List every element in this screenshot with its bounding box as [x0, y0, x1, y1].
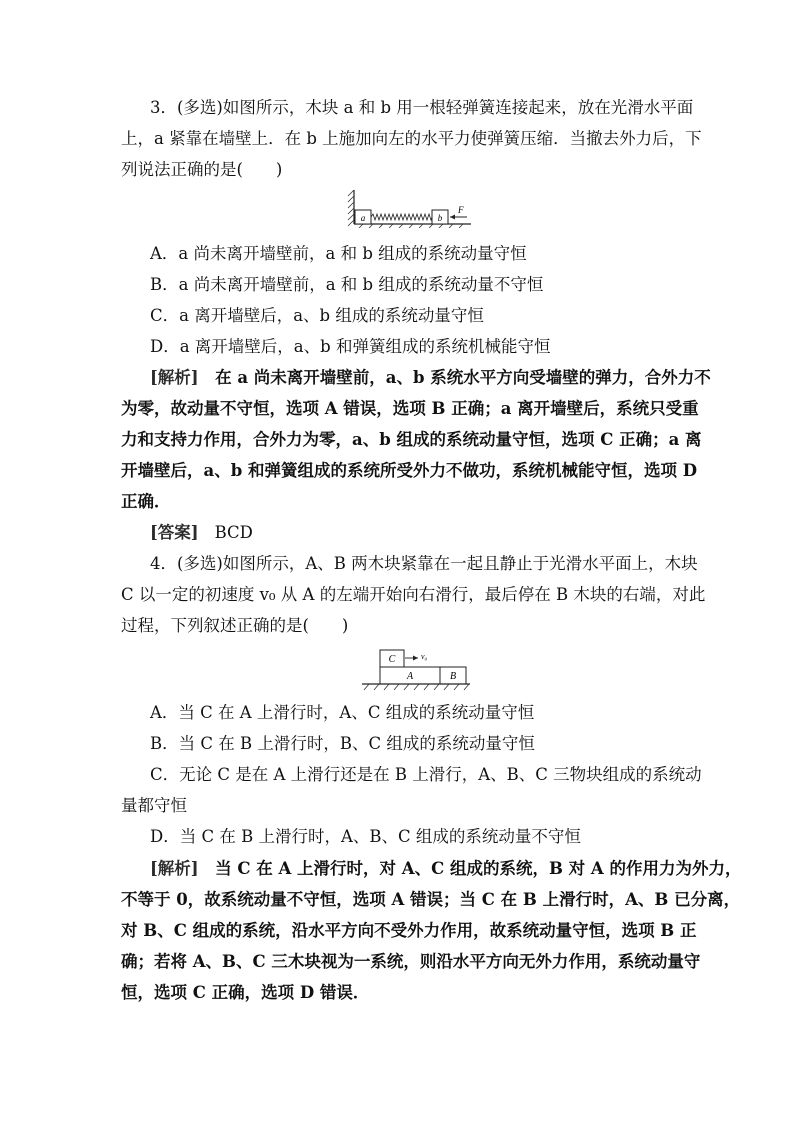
q3-stem-line-1: 3．(多选)如图所示，木块 a 和 b 用一根轻弹簧连接起来，放在光滑水平面: [150, 98, 694, 117]
q3-analysis-label: [解析]: [150, 368, 199, 387]
q4-option-c-line-2: 量都守恒: [121, 796, 187, 815]
q4-analysis-text-1: 当 C 在 A 上滑行时，对 A、C 组成的系统，B 对 A 的作用力为外力，: [215, 859, 742, 878]
block-a-large-label: A: [406, 671, 414, 682]
q3-answer-label: [答案]: [150, 523, 199, 542]
q4-stem-line-3: 过程，下列叙述正确的是( ): [121, 616, 349, 635]
q4-option-a: A．当 C 在 A 上滑行时，A、C 组成的系统动量守恒: [150, 703, 535, 722]
q4-stem-line-2: C 以一定的初速度 v₀ 从 A 的左端开始向右滑行，最后停在 B 木块的右端，对此: [121, 585, 706, 604]
q4-analysis-line-2: 不等于 0，故系统动量不守恒，选项 A 错误；当 C 在 B 上滑行时，A、B 已分离，: [121, 890, 741, 909]
q4-option-b: B．当 C 在 B 上滑行时，B、C 组成的系统动量守恒: [150, 734, 535, 753]
q3-spring-figure: [345, 188, 475, 228]
velocity-label: v₀: [421, 652, 428, 661]
q4-analysis-line-5: 恒，选项 C 正确，选项 D 错误．: [121, 983, 370, 1002]
spring: [371, 214, 438, 220]
q3-answer-value: BCD: [214, 523, 253, 542]
floor-hatching: [359, 224, 463, 228]
block-c-label: C: [388, 654, 396, 665]
q3-analysis-line-2: 为零，故动量不守恒，选项 A 错误，选项 B 正确；a 离开墙壁后，系统只受重: [121, 399, 699, 418]
q4-floor-hatching: [364, 684, 469, 690]
q3-option-c: C．a 离开墙壁后，a、b 组成的系统动量守恒: [150, 306, 484, 325]
q3-analysis-line-3: 力和支持力作用，合外力为零，a、b 组成的系统动量守恒，选项 C 正确；a 离: [121, 430, 702, 449]
q3-analysis-text-1: 在 a 尚未离开墙壁前，a、b 系统水平方向受墙壁的弹力，合外力不: [215, 368, 711, 387]
force-arrowhead: [450, 215, 455, 220]
q3-option-a: A．a 尚未离开墙壁前，a 和 b 组成的系统动量守恒: [150, 244, 527, 263]
q4-option-d: D．当 C 在 B 上滑行时，A、B、C 组成的系统动量不守恒: [150, 827, 581, 846]
q4-option-c-line-1: C．无论 C 是在 A 上滑行还是在 B 上滑行，A、B、C 三物块组成的系统动: [150, 765, 702, 784]
q4-blocks-figure: [360, 646, 472, 692]
force-label: F: [458, 205, 464, 215]
block-b-label: b: [437, 213, 443, 223]
q3-analysis-line-4: 开墙壁后，a、b 和弹簧组成的系统所受外力不做功，系统机械能守恒，选项 D: [121, 461, 698, 480]
q3-analysis-line-1: [150, 367, 711, 389]
q3-answer-line: [150, 522, 677, 544]
q4-analysis-line-4: 确；若将 A、B、C 三木块视为一系统，则沿水平方向无外力作用，系统动量守: [121, 952, 701, 971]
q4-analysis-line-3: 对 B、C 组成的系统，沿水平方向不受外力作用，故系统动量守恒，选项 B 正: [121, 921, 697, 940]
q4-analysis-line-1: [150, 858, 742, 880]
wall-hatching: [348, 190, 354, 226]
q3-option-b: B．a 尚未离开墙壁前，a 和 b 组成的系统动量不守恒: [150, 275, 544, 294]
velocity-arrowhead: [413, 656, 418, 661]
q3-stem-line-2: 上，a 紧靠在墙壁上．在 b 上施加向左的水平力使弹簧压缩．当撤去外力后，下: [121, 129, 702, 148]
q4-analysis-label: [解析]: [150, 859, 199, 878]
block-b-small-label: B: [449, 671, 457, 682]
q4-stem-line-1: 4．(多选)如图所示，A、B 两木块紧靠在一起且静止于光滑水平面上，木块: [150, 554, 698, 573]
q3-analysis-line-5: 正确．: [121, 492, 171, 511]
q3-option-d: D．a 离开墙壁后，a、b 和弹簧组成的系统机械能守恒: [150, 337, 551, 356]
block-a-label: a: [360, 213, 366, 223]
q3-stem-line-3: 列说法正确的是( ): [121, 160, 283, 179]
